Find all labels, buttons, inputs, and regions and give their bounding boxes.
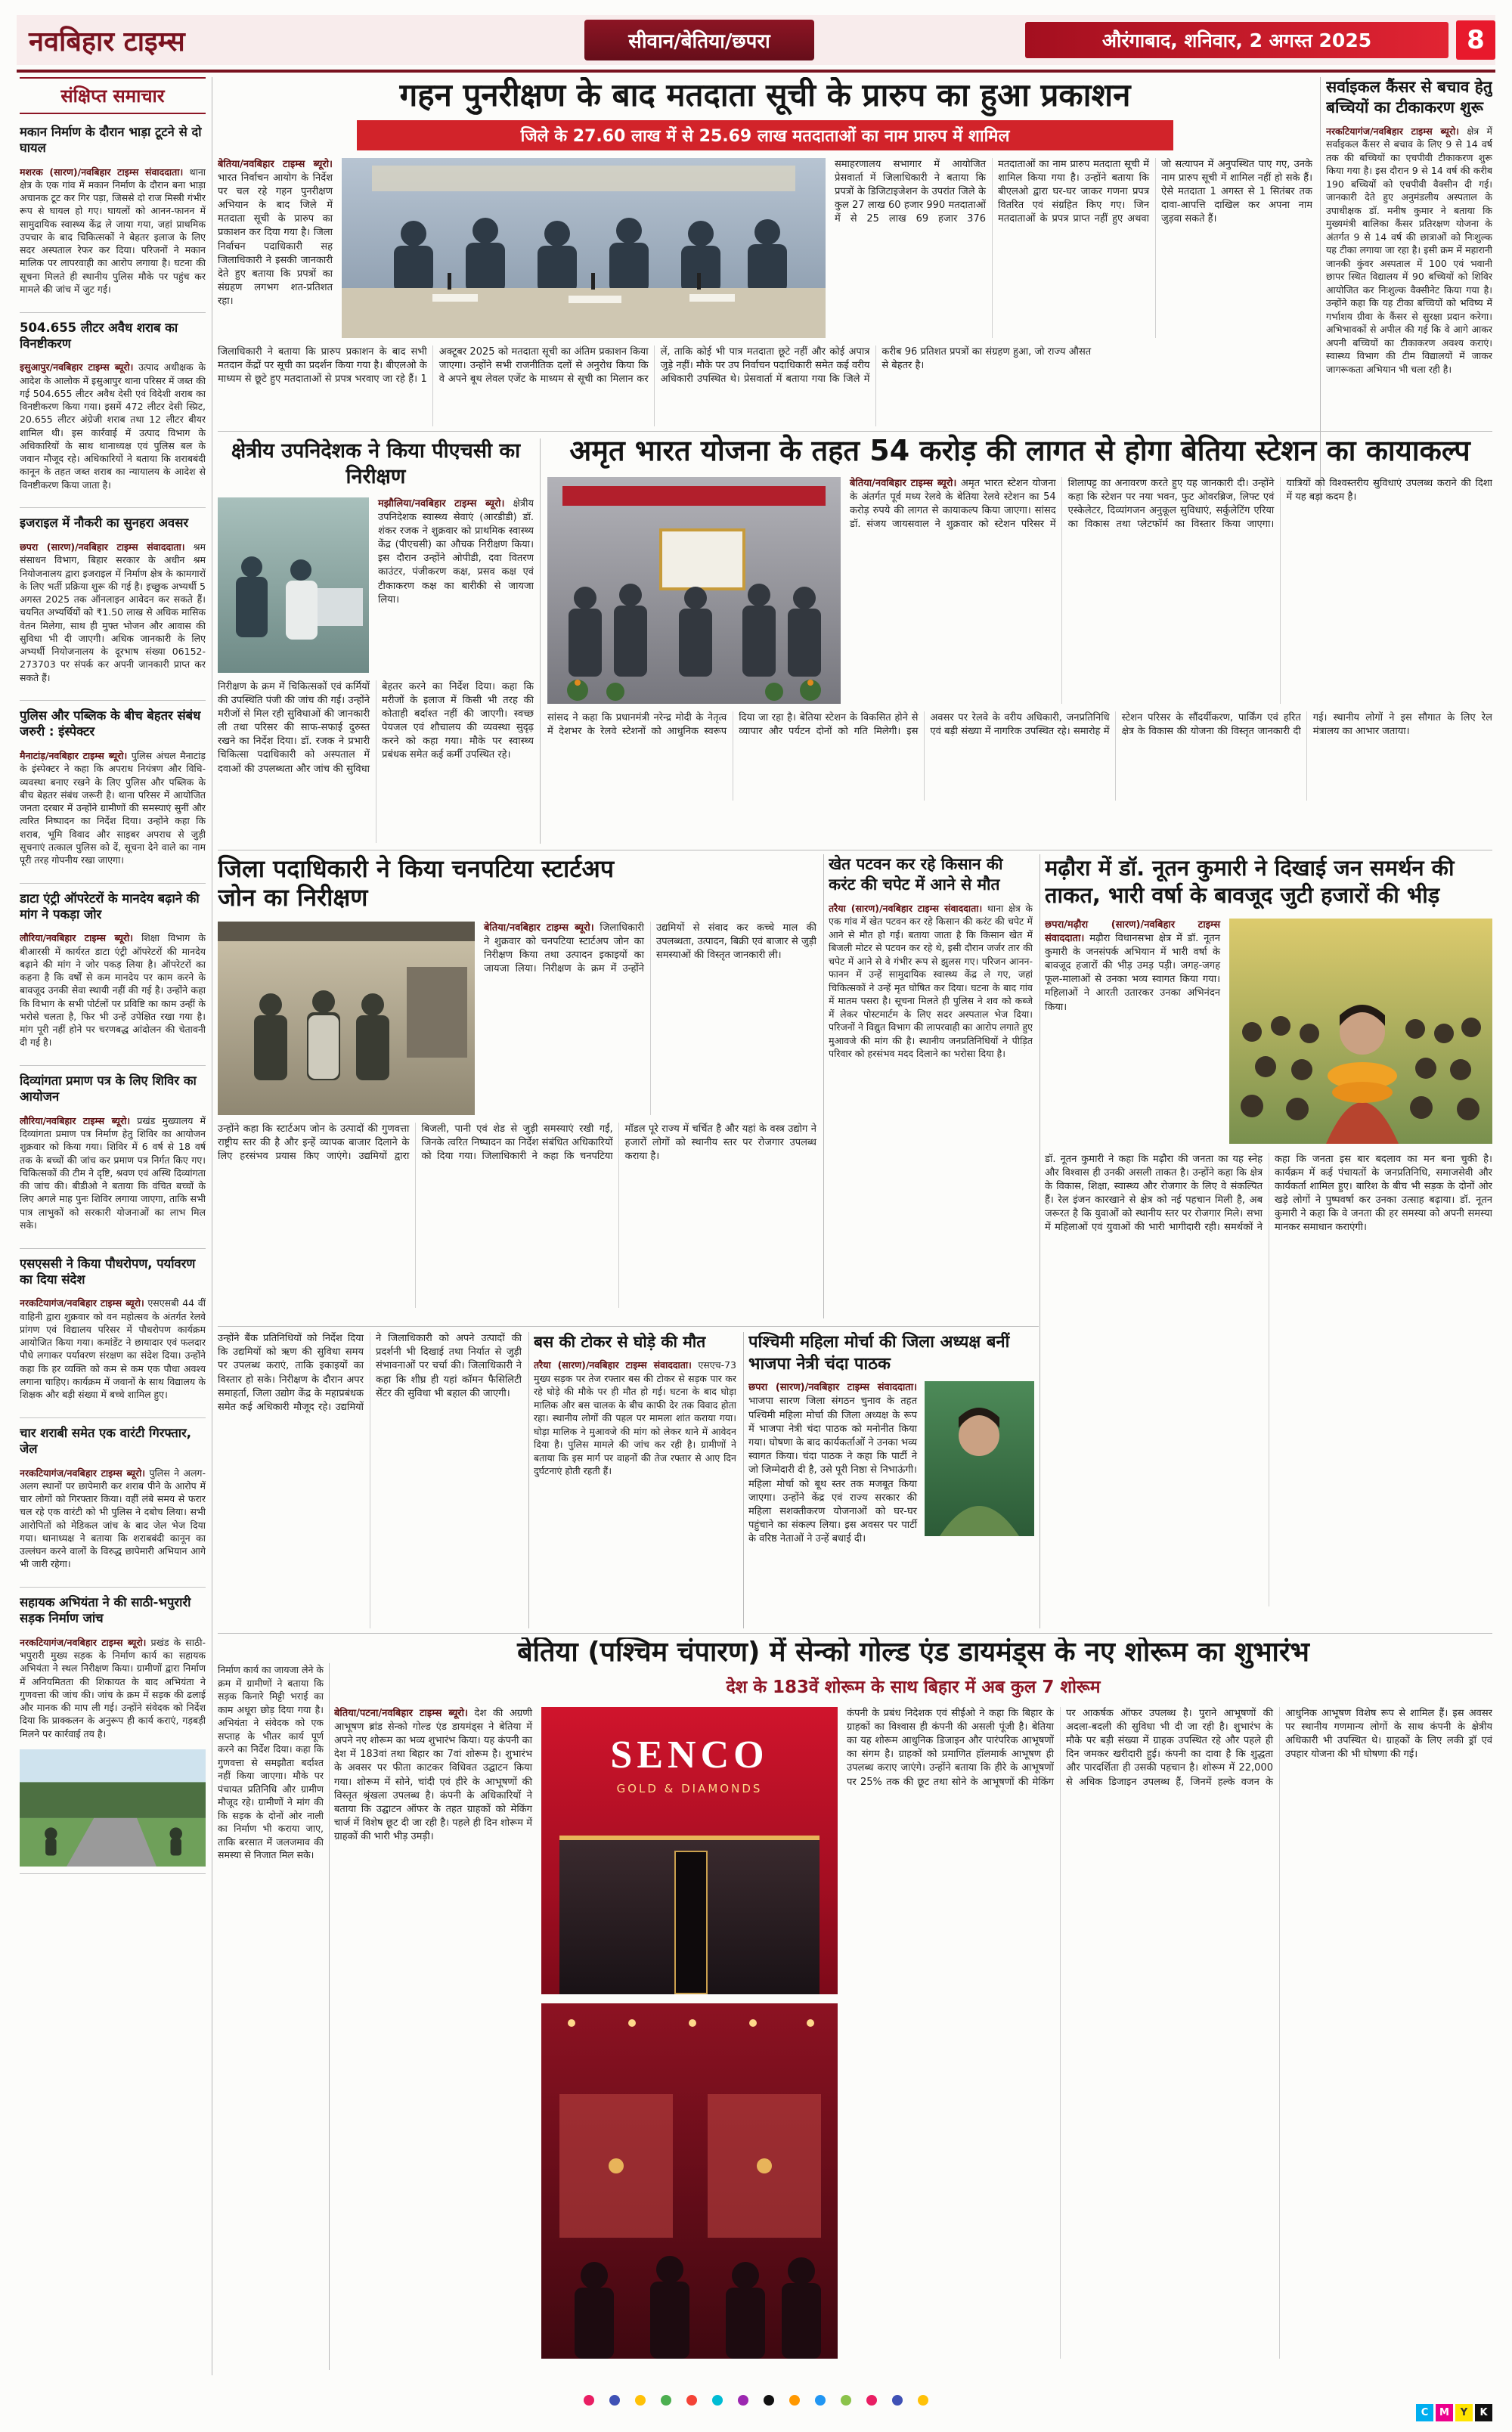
madhaura-headline: मढ़ौरा में डॉ. नूतन कुमारी ने दिखाई जन समर्थन की ताकत, भारी वर्षा के बावजूद जुटी हजारों की भीड़: [1045, 855, 1455, 909]
cancer-body: [1326, 125, 1492, 376]
farmer-headline: खेत पटवन कर रहे किसान की करंट की चपेट में आने से मौत: [829, 855, 1003, 894]
story-phc-inspection: [218, 438, 534, 844]
divider: [218, 431, 1492, 432]
dateline: मशरक (सारण)/नवबिहार टाइम्स संवाददाता।: [20, 166, 184, 178]
divider: [540, 438, 541, 844]
brief-item: [20, 884, 206, 1066]
startup-body-text: जिलाधिकारी ने शुक्रवार को चनपटिया स्टार्टअप जोन का निरीक्षण किया तथा उत्पादन इकाइयों का जायजा लिया। निरीक्षण के क्रम में उन्होंने उद्यमियों से संवाद कर कच्चे माल की उपलब्धता, उत्पादन, बिक्री एवं बाजार से जुड़ी समस्याओं की विस्तृत जानकारी ली।: [484, 922, 816, 975]
brief-item: [20, 1249, 206, 1418]
dateline: नरकटियागंज/नवबिहार टाइम्स ब्यूरो।: [1326, 125, 1459, 137]
horse-headline: बस की टोकर से घोड़े की मौत: [534, 1333, 706, 1351]
edition-region: सीवान/बेतिया/छपरा: [584, 20, 814, 60]
brief-item: [20, 701, 206, 883]
masthead: [17, 15, 1495, 65]
registration-dots: [0, 2395, 1512, 2406]
brief-body: पुलिस अंचल मैनाटांड़ के इंस्पेक्टर ने कहा कि अपराध नियंत्रण और विधि-व्यवस्था बनाए रखने के लिए पुलिस और पब्लिक के बीच बेहतर संबंध जरूरी है। थाना परिसर में आयोजित जनता दरबार में उन्होंने ग्रामीणों की समस्याएं सुनीं और त्वरित निष्पादन का निर्देश दिया। उन्होंने कहा कि शराब, भूमि विवाद और साइबर अपराध से जुड़ी सूचनाएं तत्काल पुलिस को दें, सूचना देने वाले का नाम पूरी तरह गोपनीय रखा जाएगा।: [20, 750, 206, 866]
brief-headline: मकान निर्माण के दौरान भाड़ा टूटने से दो घायल: [20, 125, 202, 156]
horse-body: [534, 1359, 736, 1478]
dateline: छपरा (सारण)/नवबिहार टाइम्स संवाददाता।: [748, 1382, 917, 1394]
startup-body2: [218, 1123, 816, 1308]
madhaura-body-text: मढ़ौरा विधानसभा क्षेत्र में डॉ. नूतन कुमारी के जनसंपर्क अभियान में भारी वर्षा के बावजूद हजारों की भीड़ उमड़ पड़ी। जगह-जगह फूल-मालाओं से उनका भव्य स्वागत किया गया। महिलाओं ने आरती उतारकर उनका अभिनंदन किया।: [1045, 932, 1220, 1013]
senco-headline: बेतिया (पश्चिम चंपारण) में सेन्को गोल्ड एंड डायमंड्स के नए शोरूम का शुभारंभ: [517, 1637, 1309, 1668]
brief-body: प्रखंड के साठी-भपुरारी मुख्य सड़क के निर्माण कार्य का सहायक अभियंता ने स्थल निरीक्षण किया। ग्रामीणों द्वारा निर्माण में अनियमितता की शिकायत के बाद अभियंता ने गुणवत्ता की जांच की। जांच के क्रम में सड़क की ढलाई और मानक की माप ली गई। उन्होंने संवेदक को निर्देश दिया कि प्राक्कलन के अनुरूप ही कार्य कराएं, गड़बड़ी मिलने पर कार्रवाई तय है।: [20, 1636, 206, 1740]
brief-body: श्रम संसाधन विभाग, बिहार सरकार के अधीन श्रम नियोजनालय द्वारा इजराइल में निर्माण क्षेत्र के कामगारों के लिए भर्ती प्रक्रिया शुरू की गई है। इच्छुक अभ्यर्थी 5 अगस्त 2025 तक ऑनलाइन आवेदन कर सकते हैं। चयनित अभ्यर्थियों को ₹1.50 लाख से अधिक मासिक वेतन मिलेगा, साथ ही मुफ्त भोजन और आवास की सुविधा भी दी जाएगी। अधिक जानकारी के लिए अभ्यर्थी नियोजनालय के दूरभाष संख्या 06152-273703 पर संपर्क कर अपनी जानकारी प्राप्त कर सकते हैं।: [20, 541, 206, 683]
divider: [823, 854, 824, 1318]
story-betiah-station: [547, 434, 1492, 844]
paper-name: नवबिहार टाइम्स: [29, 26, 185, 57]
phc-body2-text: निरीक्षण के क्रम में चिकित्सकों एवं कर्मियों की उपस्थिति पंजी की जांच की गई। उन्होंने मरीजों से मिल रही सुविधाओं की जानकारी ली तथा परिसर की साफ-सफाई दुरुस्त रखने का निर्देश दिया। डॉ. रजक ने प्रभारी चिकित्सा पदाधिकारी को अस्पताल में दवाओं की उपलब्धता और जांच की सुविधा बेहतर करने का निर्देश दिया। कहा कि मरीजों के इलाज में किसी भी तरह की कोताही बर्दाश्त नहीं की जाएगी। स्वच्छ पेयजल एवं शौचालय की व्यवस्था सुदृढ़ करने को कहा गया। मौके पर स्वास्थ्य प्रबंधक समेत कई कर्मी उपस्थित रहे।: [218, 680, 534, 775]
lead-subhead: जिले के 27.60 लाख में से 25.69 लाख मतदाताओं का नाम प्रारुप में शामिल: [357, 120, 1173, 150]
startup-continuation: [218, 1332, 522, 1628]
dateline: मैनाटांड़/नवबिहार टाइम्स ब्यूरो।: [20, 750, 128, 762]
story-madhaura-rally: [1045, 854, 1492, 1628]
startup-body: [484, 922, 816, 1115]
dateline: बेतिया/नवबिहार टाइम्स ब्यूरो।: [484, 922, 594, 934]
startup-inspection-photo: [218, 922, 475, 1115]
brief-item: [20, 117, 206, 313]
brief-headline: चार शराबी समेत एक वारंटी गिरफ्तार, जेल: [20, 1425, 192, 1457]
dateline: तरैया (सारण)/नवबिहार टाइम्स संवाददाता।: [534, 1359, 692, 1371]
cmyk-c: C: [1416, 2404, 1433, 2421]
senco-brand-text: SENCO: [610, 1733, 769, 1777]
cmyk-k: K: [1475, 2404, 1492, 2421]
senco-storefront-photo: [541, 1707, 838, 1994]
divider: [329, 1663, 330, 2370]
story-startup-zone: [218, 854, 816, 1318]
station-headline: अमृत भारत योजना के तहत 54 करोड़ की लागत से होगा बेतिया स्टेशन का कायाकल्प: [569, 434, 1470, 467]
madhaura-body2: [1045, 1153, 1492, 1606]
phc-headline: क्षेत्रीय उपनिदेशक ने किया पीएचसी का निरीक्षण: [231, 439, 521, 488]
senco-door: [674, 1851, 707, 1994]
madhaura-body: [1045, 919, 1220, 1144]
station-body: [850, 477, 1492, 704]
masthead-rule: [17, 70, 1495, 73]
senco-photo-stack: [541, 1707, 838, 2359]
madhaura-body2-text: डॉ. नूतन कुमारी ने कहा कि मढ़ौरा की जनता का यह स्नेह और विश्वास ही उनकी असली ताकत है। उन्होंने कहा कि क्षेत्र के विकास, शिक्षा, स्वास्थ्य और रोजगार के लिए वे संकल्पित हैं। रेल इंजन कारखाने से क्षेत्र को नई पहचान मिली है, अब जरूरत है कि युवाओं को स्थानीय स्तर पर रोजगार मिले। सभा में महिलाओं एवं युवाओं की भारी भागीदारी रही। समर्थकों ने कहा कि जनता इस बार बदलाव का मन बना चुकी है। कार्यक्रम में कई पंचायतों के जनप्रतिनिधि, समाजसेवी और कार्यकर्ता शामिल हुए। बारिश के बीच भी सड़क के दोनों ओर खड़े लोगों ने पुष्पवर्षा कर उनका उत्साह बढ़ाया। डॉ. नूतन कुमारी ने कहा कि वे जनता की हर समस्या को अपनी समस्या मानकर समाधान कराएंगी।: [1045, 1153, 1492, 1234]
brief-headline: 504.655 लीटर अवैध शराब का विनष्टीकरण: [20, 320, 178, 351]
brief-headline: पुलिस और पब्लिक के बीच बेहतर संबंध जरुरी : इंस्पेक्टर: [20, 708, 201, 739]
divider: [218, 1326, 1039, 1327]
lead-intro: [218, 158, 333, 338]
lead-body2: [218, 345, 1312, 426]
station-body2-text: सांसद ने कहा कि प्रधानमंत्री नरेन्द्र मोदी के नेतृत्व में देशभर के रेलवे स्टेशनों को आधुनिक स्वरूप दिया जा रहा है। बेतिया स्टेशन के विकसित होने से व्यापार और पर्यटन दोनों को गति मिलेगी। इस अवसर पर रेलवे के वरीय अधिकारी, जनप्रतिनिधि एवं बड़ी संख्या में नागरिक उपस्थित रहे। समारोह में स्टेशन परिसर के सौंदर्यीकरण, पार्किंग एवं हरित क्षेत्र के विकास की योजना की विस्तृत जानकारी दी गई। स्थानीय लोगों ने इस सौगात के लिए रेल मंत्रालय का आभार जताया।: [547, 711, 1492, 738]
brief-body: प्रखंड मुख्यालय में दिव्यांगता प्रमाण पत्र निर्माण हेतु शिविर का आयोजन शुक्रवार को किया गया। शिविर में 6 वर्ष से 18 वर्ष तक के बच्चों की जांच कर प्रमाण पत्र निर्गत किए गए। चिकित्सकों की टीम ने दृष्टि, श्रवण एवं अस्थि दिव्यांगता की जांच की। बीडीओ ने बताया कि वंचित बच्चों के लिए अगले माह पुनः शिविर लगाया जाएगा, ताकि सभी पात्र लाभुकों को सरकारी योजनाओं का लाभ मिल सके।: [20, 1114, 206, 1231]
press-conference-photo: [342, 158, 826, 338]
briefs-title: संक्षिप्त समाचार: [20, 77, 206, 114]
brief-item: [20, 1588, 206, 1874]
phc-inspection-photo: [218, 497, 369, 673]
dateline: नरकटियागंज/नवबिहार टाइम्स ब्यूरो।: [20, 1297, 144, 1309]
cancer-body-text: क्षेत्र में सर्वाइकल कैंसर से बचाव के लिए 9 से 14 वर्ष तक की बच्चियों का एचपीवी टीकाकरण शुरू किया गया है। इस दौरान 9 से 14 वर्ष की करीब 190 बच्चियों को एचपीवी वैक्सीन दी गई। जानकारी देते हुए अनुमंडलीय अस्पताल के उपाधीक्षक डॉ. मनीष कुमार ने बताया कि मुख्यमंत्री बालिका कैंसर प्रतिरक्षण योजना के अंतर्गत 9 से 14 वर्ष की छात्राओं को निःशुल्क यह टीका लगाया जा रहा है। इसी क्रम में महारानी जानकी कुंवर अस्पताल में 100 एवं भवानी छापर स्थित विद्यालय में 90 बच्चियों को शिविर आयोजित कर निःशुल्क वैक्सीनेट किया गया है। उन्होंने कहा कि यह टीका बच्चियों को भविष्य में गर्भाशय ग्रीवा के कैंसर से सुरक्षा प्रदान करेगा। अभिभावकों से अपील की गई कि वे आगे आकर अपनी बच्चियों का टीकाकरण अवश्य कराएं। स्वास्थ्य विभाग की टीम विद्यालयों में जाकर जागरूकता अभियान भी चला रही है।: [1326, 125, 1492, 375]
dateline: नरकटियागंज/नवबिहार टाइम्स ब्यूरो।: [20, 1467, 146, 1479]
brief-body: पुलिस ने अलग-अलग स्थानों पर छापेमारी कर शराब पीने के आरोप में चार लोगों को गिरफ्तार किया। वहीं लंबे समय से फरार चल रहे एक वारंटी को भी पुलिस ने दबोच लिया। सभी आरोपितों को मेडिकल जांच के बाद जेल भेज दिया गया। थानाध्यक्ष ने बताया कि शराबबंदी कानून का उल्लंघन करने वालों के विरुद्ध छापेमारी अभियान आगे भी जारी रहेगा।: [20, 1467, 206, 1570]
cancer-headline: सर्वाइकल कैंसर से बचाव हेतु बच्चियों का टीकाकरण शुरू: [1326, 78, 1492, 117]
phc-body-text: क्षेत्रीय उपनिदेशक स्वास्थ्य सेवाएं (आरडीडी) डॉ. शंकर रजक ने शुक्रवार को प्राथमिक स्वास्थ्य केंद्र (पीएचसी) का औचक निरीक्षण किया। इस दौरान उन्होंने ओपीडी, दवा वितरण काउंटर, पंजीकरण कक्ष, प्रसव कक्ष एवं टीकाकरण कक्ष का बारीकी से जायजा लिया।: [378, 497, 534, 606]
startup-body3-text: उन्होंने बैंक प्रतिनिधियों को निर्देश दिया कि उद्यमियों को ऋण की सुविधा समय पर उपलब्ध कराएं, ताकि इकाइयों का विस्तार हो सके। निरीक्षण के दौरान अपर समाहर्ता, जिला उद्योग केंद्र के महाप्रबंधक समेत कई अधिकारी मौजूद रहे। उद्यमियों ने जिलाधिकारी को अपने उत्पादों की प्रदर्शनी भी दिखाई तथा निर्यात से जुड़ी संभावनाओं पर चर्चा की। जिलाधिकारी ने कहा कि शीघ्र ही यहां कॉमन फैसिलिटी सेंटर की सुविधा भी बहाल की जाएगी।: [218, 1333, 522, 1413]
senco-body-right: [847, 1707, 1492, 2359]
cmyk-marks: [1416, 2404, 1492, 2421]
brief-item: [20, 508, 206, 701]
brief-body: थाना क्षेत्र के एक गांव में मकान निर्माण के दौरान बना भाड़ा अचानक टूट कर गिर पड़ा, जिससे दो राज मिस्त्री गंभीर रूप से घायल हो गए। घायलों को आनन-फानन में सामुदायिक स्वास्थ्य केंद्र ले जाया गया, जहां प्राथमिक उपचार के बाद चिकित्सकों ने बेहतर इलाज के लिए सदर अस्पताल रेफर कर दिया। परिजनों ने मकान मालिक पर लापरवाही का आरोप लगाया है। घटना की सूचना मिलते ही स्थानीय पुलिस मौके पर पहुंच कर मामले की जांच में जुट गई।: [20, 166, 206, 295]
brief-headline: दिव्यांगता प्रमाण पत्र के लिए शिविर का आयोजन: [20, 1073, 197, 1104]
senco-signage: [541, 1733, 838, 1795]
brief-headline: एसएससी ने किया पौधरोपण, पर्यावरण का दिया संदेश: [20, 1256, 196, 1287]
startup-body2-text: उन्होंने कहा कि स्टार्टअप जोन के उत्पादों की गुणवत्ता राष्ट्रीय स्तर की है और इन्हें व्यापक बाजार दिलाने के लिए हरसंभव प्रयास किए जाएंगे। उद्यमियों द्वारा बिजली, पानी एवं शेड से जुड़ी समस्याएं रखी गईं, जिनके त्वरित निष्पादन का निर्देश संबंधित अधिकारियों को दिया गया। जिलाधिकारी ने कहा कि चनपटिया मॉडल पूरे राज्य में चर्चित है और यहां के वस्त्र उद्योग ने हजारों लोगों को स्थानीय स्तर पर रोजगार उपलब्ध कराया है।: [218, 1123, 816, 1163]
station-body2: [547, 711, 1492, 801]
dateline: इसुआपुर/नवबिहार टाइम्स ब्यूरो।: [20, 361, 134, 373]
mahila-headline: पश्चिमी महिला मोर्चा की जिला अध्यक्ष बनीं भाजपा नेत्री चंदा पाठक: [748, 1333, 1010, 1374]
senco-interior-photo: [541, 2003, 838, 2359]
horse-body-text: एसएच-73 मुख्य सड़क पर तेज रफ्तार बस की टोकर से सड़क पार कर रहे घोड़े की मौके पर ही मौत हो गई। घटना के बाद घोड़ा मालिक और बस चालक के बीच काफी देर तक विवाद होता रहा। स्थानीय लोगों की पहल पर मामला शांत कराया गया। घोड़ा मालिक ने मुआवजे की मांग को लेकर थाने में आवेदन दिया है। पुलिस मामले की जांच कर रही है। ग्रामीणों ने बताया कि इस मार्ग पर वाहनों की तेज रफ्तार से आए दिन दुर्घटनाएं होती रहती हैं।: [534, 1359, 736, 1477]
mahila-body: [748, 1381, 1034, 1546]
phc-body: [378, 497, 534, 673]
briefs-continuation: [218, 1663, 324, 2370]
edition-date: औरंगाबाद, शनिवार, 2 अगस्त 2025: [1101, 29, 1372, 51]
dateline: तरैया (सारण)/नवबिहार टाइम्स संवाददाता।: [829, 902, 983, 914]
page-number: 8: [1456, 20, 1495, 60]
briefs-column: [20, 77, 206, 2384]
dateline: लौरिया/नवबिहार टाइम्स ब्यूरो।: [20, 932, 133, 944]
startup-headline: जिला पदाधिकारी ने किया चनपटिया स्टार्टअप जोन का निरीक्षण: [218, 854, 614, 912]
rally-crowd-photo: [1229, 919, 1492, 1144]
dateline: नरकटियागंज/नवबिहार टाइम्स ब्यूरो।: [20, 1636, 147, 1648]
edition-date-band: [1025, 22, 1448, 58]
senco-brand-subtext: GOLD & DIAMONDS: [616, 1781, 763, 1795]
dateline: छपरा/मढ़ौरा (सारण)/नवबिहार टाइम्स संवाददाता।: [1045, 919, 1220, 944]
brief-item: [20, 313, 206, 509]
road-inspection-photo: [20, 1749, 206, 1867]
senco-body-left-text: देश की अग्रणी आभूषण ब्रांड सेन्को गोल्ड एंड डायमंड्स ने बेतिया में अपने नए शोरूम का भव्य शुभारंभ किया। यह कंपनी का देश में 183वां तथा बिहार का 7वां शोरूम है। शुभारंभ के अवसर पर फीता काटकर विधिवत उद्घाटन किया गया। शोरूम में सोने, चांदी एवं हीरे के आभूषणों की विस्तृत श्रृंखला उपलब्ध है। कंपनी के अधिकारियों ने बताया कि उद्घाटन ऑफर के तहत ग्राहकों को मेकिंग चार्ज में विशेष छूट दी जा रही है। पहले ही दिन शोरूम में ग्राहकों की भारी भीड़ उमड़ी।: [334, 1707, 532, 1843]
lead-body-text: समाहरणालय सभागार में आयोजित प्रेसवार्ता में जिलाधिकारी ने बताया कि प्रपत्रों के डिजिटाइजेशन के उपरांत जिले के कुल 27 लाख 60 हजार 990 मतदाताओं में से 25 लाख 69 हजार 376 मतदाताओं का नाम प्रारुप मतदाता सूची में शामिल किया गया है। उन्होंने बताया कि बीएलओ द्वारा घर-घर जाकर गणना प्रपत्र वितरित एवं संग्रहित किए गए। जिन मतदाताओं के प्रपत्र प्राप्त नहीं हुए अथवा जो सत्यापन में अनुपस्थित पाए गए, उनके नाम प्रारुप सूची में शामिल नहीं हो सके हैं। ऐसे मतदाता 1 अगस्त से 1 सितंबर तक दावा-आपत्ति दाखिल कर अपना नाम जुड़वा सकते हैं।: [835, 158, 1312, 225]
dateline: छपरा (सारण)/नवबिहार टाइम्स संवाददाता।: [20, 541, 185, 553]
divider: [743, 1332, 744, 1628]
story-voter-list: [218, 77, 1312, 426]
story-horse-death: [534, 1332, 736, 1628]
senco-subhead: देश के 183वें शोरूम के साथ बिहार में अब कुल 7 शोरूम: [726, 1677, 1101, 1697]
divider: [528, 1332, 529, 1628]
story-mahila-morcha: [748, 1332, 1034, 1628]
story-farmer-electrocution: [829, 854, 1033, 1318]
senco-body-left: [334, 1707, 532, 2359]
brief-item: [20, 1418, 206, 1588]
lead-intro-text: भारत निर्वाचन आयोग के निर्देश पर चल रहे गहन पुनरीक्षण अभियान के बाद जिले में मतदाता सूची के प्रारुप का प्रकाशन कर दिया गया है। जिला निर्वाचन पदाधिकारी सह जिलाधिकारी ने इसकी जानकारी देते हुए बताया कि प्रपत्रों का संग्रहण लगभग शत-प्रतिशत रहा।: [218, 172, 333, 308]
brief-headline: सहायक अभियंता ने की साठी-भपुरारी सड़क निर्माण जांच: [20, 1595, 191, 1626]
brief-body: उत्पाद अधीक्षक के आदेश के आलोक में इसुआपुर थाना परिसर में जब्त की गई 504.655 लीटर अवैध देसी एवं विदेशी शराब का विनष्टीकरण किया गया। इसमें 472 लीटर देसी स्प्रिट, 20.655 लीटर अंग्रेजी शराब तथा 12 लीटर बीयर शामिल थी। इस कार्रवाई में उत्पाद विभाग के अधिकारियों के साथ थानाध्यक्ष एवं पुलिस बल के जवान मौजूद रहे। अधिकारियों ने बताया कि शराबबंदी कानून के तहत जब्त शराब का न्यायालय के आदेश से विनष्टीकरण किया जाता है।: [20, 361, 206, 491]
cmyk-y: Y: [1455, 2404, 1473, 2421]
phc-body2: [218, 680, 534, 843]
mahila-body-text: भाजपा सारण जिला संगठन चुनाव के तहत पश्चिमी महिला मोर्चा की जिला अध्यक्ष के रूप में भाजपा नेत्री चंदा पाठक को मनोनीत किया गया। घोषणा के बाद कार्यकर्ताओं ने उनका भव्य स्वागत किया। चंदा पाठक ने कहा कि पार्टी ने जो जिम्मेदारी दी है, उसे पूरी निष्ठा से निभाऊंगी। महिला मोर्चा को बूथ स्तर तक मजबूत किया जाएगा। उन्होंने केंद्र एवं राज्य सरकार की महिला सशक्तीकरण योजनाओं को घर-घर पहुंचाने का संकल्प लिया। इस अवसर पर पार्टी के वरिष्ठ नेताओं ने उन्हें बधाई दी।: [748, 1396, 917, 1545]
lead-body2-text: जिलाधिकारी ने बताया कि प्रारुप प्रकाशन के बाद सभी मतदान केंद्रों पर सूची का प्रदर्शन किया गया है। बीएलओ के माध्यम से छूटे हुए मतदाताओं से प्रपत्र भरवाए जा रहे हैं। 1 अक्टूबर 2025 को मतदाता सूची का अंतिम प्रकाशन किया जाएगा। उन्होंने सभी राजनीतिक दलों से अनुरोध किया कि वे अपने बूथ लेवल एजेंट के माध्यम से सूची का मिलान कर लें, ताकि कोई भी पात्र मतदाता छूटे नहीं और कोई अपात्र जुड़े नहीं। मौके पर उप निर्वाचन पदाधिकारी समेत कई वरीय अधिकारी उपस्थित थे। प्रेसवार्ता में बताया गया कि जिले में करीब 96 प्रतिशत प्रपत्रों का संग्रहण हुआ, जो राज्य औसत से बेहतर है।: [218, 345, 1092, 385]
farmer-body-text: थाना क्षेत्र के एक गांव में खेत पटवन कर रहे किसान की करंट की चपेट में आने से मौत हो गई। बताया जाता है कि किसान खेत में बिजली मोटर से पटवन कर रहे थे, इसी दौरान जर्जर तार की चपेट में आने से वे गंभीर रूप से झुलस गए। परिजन आनन-फानन में उन्हें सामुदायिक स्वास्थ्य केंद्र ले गए, जहां चिकित्सकों ने उन्हें मृत घोषित कर दिया। घटना के बाद गांव में मातम पसरा है। सूचना मिलते ही पुलिस ने शव को कब्जे में लेकर पोस्टमार्टम के लिए सदर अस्पताल भेज दिया। परिजनों ने विद्युत विभाग की लापरवाही का आरोप लगाते हुए मुआवजे की मांग की है। स्थानीय जनप्रतिनिधियों ने पीड़ित परिवार को हरसंभव मदद दिलाने का भरोसा दिया है।: [829, 902, 1033, 1060]
lead-body: [835, 158, 1312, 338]
station-body-text: अमृत भारत स्टेशन योजना के अंतर्गत पूर्व मध्य रेलवे के बेतिया रेलवे स्टेशन का 54 करोड़ रुपये की लागत से कायाकल्प किया जाएगा। सांसद डॉ. संजय जायसवाल ने शुक्रवार को स्टेशन परिसर में शिलापट्ट का अनावरण करते हुए यह जानकारी दी। उन्होंने कहा कि स्टेशन पर नया भवन, फुट ओवरब्रिज, लिफ्ट एवं एस्केलेटर, दिव्यांगजन अनुकूल सुविधाएं, सर्कुलेटिंग एरिया का विकास तथा प्लेटफॉर्म का विस्तार किया जाएगा। यात्रियों को विश्वस्तरीय सुविधाएं उपलब्ध कराने की दिशा में यह बड़ा कदम है।: [850, 477, 1492, 531]
brief-headline: इजराइल में नौकरी का सुनहरा अवसर: [20, 516, 189, 531]
dateline: बेतिया/पटना/नवबिहार टाइम्स ब्यूरो।: [334, 1707, 468, 1719]
divider: [218, 1633, 1492, 1634]
brief-body: एसएसबी 44 वीं वाहिनी द्वारा शुक्रवार को वन महोत्सव के अंतर्गत रेलवे प्रांगण एवं विद्यालय परिसर में पौधरोपण कार्यक्रम आयोजित किया गया। कमांडेंट ने छायादार एवं फलदार पौधे लगाकर पर्यावरण संरक्षण का संदेश दिया। उन्होंने कहा कि हर व्यक्ति को कम से कम एक पौधा अवश्य लगाना चाहिए। कार्यक्रम में जवानों के साथ विद्यालय के शिक्षक और बड़ी संख्या में बच्चे शामिल हुए।: [20, 1297, 206, 1401]
brief-body: शिक्षा विभाग के बीआरसी में कार्यरत डाटा एंट्री ऑपरेटरों की मानदेय बढ़ाने की मांग ने जोर पकड़ लिया है। ऑपरेटरों का कहना है कि वर्षों से कम मानदेय पर काम करने के बावजूद उनकी सेवा स्थायी नहीं की गई है। उन्होंने कहा कि विभाग के सभी पोर्टलों पर प्रविष्टि का काम उन्हीं के भरोसे चलता है, फिर भी उन्हें उपेक्षित रखा गया है। मांग पूरी नहीं होने पर चरणबद्ध आंदोलन की चेतावनी दी गई है।: [20, 932, 206, 1049]
brief-cont-body: निर्माण कार्य का जायजा लेने के क्रम में ग्रामीणों ने बताया कि सड़क किनारे मिट्टी भराई का काम अधूरा छोड़ दिया गया है। अभियंता ने संवेदक को एक सप्ताह के भीतर कार्य पूर्ण करने का निर्देश दिया। कहा कि गुणवत्ता से समझौता बर्दाश्त नहीं किया जाएगा। मौके पर पंचायत प्रतिनिधि और ग्रामीण मौजूद रहे। ग्रामीणों ने मांग की कि सड़क के दोनों ओर नाली का निर्माण भी कराया जाए, ताकि बरसात में जलजमाव की समस्या से निजात मिल सके।: [218, 1664, 324, 1860]
dateline: बेतिया/नवबिहार टाइम्स ब्यूरो।: [850, 477, 957, 489]
dateline: लौरिया/नवबिहार टाइम्स ब्यूरो।: [20, 1114, 131, 1126]
brief-item: [20, 1066, 206, 1248]
brief-headline: डाटा एंट्री ऑपरेटरों के मानदेय बढ़ाने की मांग ने पकड़ा जोर: [20, 891, 200, 922]
story-senco-showroom: [334, 1637, 1492, 2372]
cmyk-m: M: [1436, 2404, 1453, 2421]
dateline: मझौलिया/नवबिहार टाइम्स ब्यूरो।: [378, 497, 505, 510]
dateline: बेतिया/नवबिहार टाइम्स ब्यूरो।: [218, 158, 333, 170]
farmer-body: [829, 902, 1033, 1061]
lead-headline: गहन पुनरीक्षण के बाद मतदाता सूची के प्रारुप का हुआ प्रकाशन: [399, 77, 1131, 113]
station-plaque-photo: [547, 477, 841, 704]
senco-body-right-text: कंपनी के प्रबंध निदेशक एवं सीईओ ने कहा कि बिहार के ग्राहकों का विश्वास ही कंपनी की असली पूंजी है। बेतिया का यह शोरूम आधुनिक डिजाइन और पारंपरिक आभूषणों का संगम है। ग्राहकों को प्रमाणित हॉलमार्क आभूषण ही उपलब्ध कराए जाएंगे। उन्होंने बताया कि हीरे के आभूषणों पर 25% तक की छूट तथा सोने के आभूषणों की मेकिंग पर आकर्षक ऑफर उपलब्ध है। पुराने आभूषणों की अदला-बदली की सुविधा भी दी जा रही है। शुभारंभ के मौके पर बड़ी संख्या में ग्राहक उपस्थित रहे और पहले ही दिन जमकर खरीदारी हुई। कंपनी का दावा है कि शुद्धता और पारदर्शिता ही उसकी पहचान है। शोरूम में 22,000 से अधिक डिजाइन उपलब्ध हैं, जिनमें हल्के वजन के आधुनिक आभूषण विशेष रूप से शामिल हैं। इस अवसर पर स्थानीय गणमान्य लोगों के साथ कंपनी के क्षेत्रीय अधिकारी भी उपस्थित थे। ग्राहकों के लिए लकी ड्रॉ एवं उपहार योजना की भी घोषणा की गई।: [847, 1707, 1492, 1788]
chanda-pathak-portrait: [925, 1381, 1034, 1536]
